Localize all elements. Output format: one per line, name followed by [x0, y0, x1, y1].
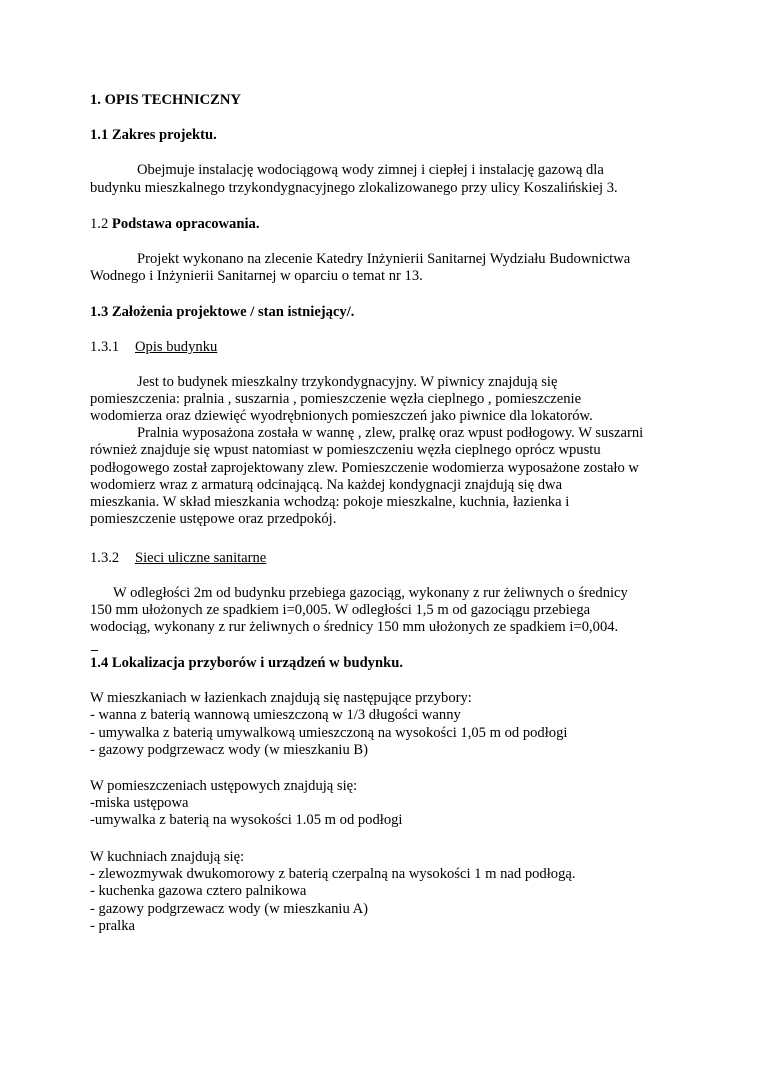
subsection-1-3-1-title: Opis budynku	[135, 339, 218, 355]
sanitary-networks-line: 150 mm ułożonych ze spadkiem i=0,005. W odległości 1,5 m od gazociągu przebiega	[90, 602, 591, 618]
building-description-line: pomieszczenie ustępowe oraz przedpokój.	[90, 511, 337, 527]
stray-mark	[91, 650, 98, 651]
section-1-1-title: 1.1 Zakres projektu.	[90, 127, 217, 143]
bathroom-fixtures-line: - wanna z baterią wannową umieszczoną w 1/3 długości wanny	[90, 707, 461, 723]
section-1-2-line: Wodnego i Inżynierii Sanitarnej w oparciu o temat nr 13.	[90, 268, 423, 284]
bathroom-fixtures-line: - gazowy podgrzewacz wody (w mieszkaniu B)	[90, 742, 368, 758]
kitchen-fixtures-line: W kuchniach znajdują się:	[90, 849, 245, 865]
toilet-fixtures-line: -miska ustępowa	[90, 795, 189, 811]
subsection-1-3-2-number: 1.3.2	[90, 550, 120, 566]
building-description-line: również znajduje się wpust natomiast w pomieszczeniu węzła cieplnego oprócz wpustu	[90, 442, 601, 458]
kitchen-fixtures-line: - zlewozmywak dwukomorowy z baterią czerpalną na wysokości 1 m nad podłogą.	[90, 866, 576, 882]
kitchen-fixtures-line: - gazowy podgrzewacz wody (w mieszkaniu A)	[90, 901, 368, 917]
kitchen-fixtures-line: - pralka	[90, 918, 135, 934]
section-1-4-title: 1.4 Lokalizacja przyborów i urządzeń w budynku.	[90, 655, 403, 671]
building-description-line: Jest to budynek mieszkalny trzykondygnacyjny. W piwnicy znajdują się	[137, 374, 558, 390]
subsection-1-3-1-number: 1.3.1	[90, 339, 120, 355]
section-1-1-line: Obejmuje instalację wodociągową wody zimnej i ciepłej i instalację gazową dla	[137, 162, 604, 178]
document-heading: 1. OPIS TECHNICZNY	[90, 92, 241, 108]
bathroom-fixtures-line: - umywalka z baterią umywalkową umieszczoną na wysokości 1,05 m od podłogi	[90, 725, 568, 741]
kitchen-fixtures-line: - kuchenka gazowa cztero palnikowa	[90, 883, 307, 899]
building-description-line: wodomierza oraz dziewięć wyodrębnionych pomieszczeń jako piwnice dla lokatorów.	[90, 408, 593, 424]
bathroom-fixtures-line: W mieszkaniach w łazienkach znajdują się następujące przybory:	[90, 690, 472, 706]
toilet-fixtures-line: W pomieszczeniach ustępowych znajdują się:	[90, 778, 358, 794]
section-1-2-number: 1.2	[90, 216, 109, 232]
building-description-line: podłogowego został zaprojektowany zlew. Pomieszczenie wodomierza wyposażone zostało w	[90, 460, 639, 476]
section-1-3-title: 1.3 Założenia projektowe / stan istniejący/.	[90, 304, 355, 320]
building-description-line: wodomierz wraz z armaturą odcinającą. Na każdej kondygnacji znajdują się dwa	[90, 477, 563, 493]
section-1-2-line: Projekt wykonano na zlecenie Katedry Inżynierii Sanitarnej Wydziału Budownictwa	[137, 251, 631, 267]
building-description-line: Pralnia wyposażona została w wannę , zlew, pralkę oraz wpust podłogowy. W suszarni	[137, 425, 644, 441]
sanitary-networks-line: wodociąg, wykonany z rur żeliwnych o średnicy 150 mm ułożonych ze spadkiem i=0,004.	[90, 619, 619, 635]
section-1-2-title-text: Podstawa opracowania.	[111, 216, 260, 232]
sanitary-networks-line: W odległości 2m od budynku przebiega gazociąg, wykonany z rur żeliwnych o średnicy	[113, 585, 628, 601]
building-description-line: pomieszczenia: pralnia , suszarnia , pomieszczenie węzła cieplnego , pomieszczenie	[90, 391, 582, 407]
section-1-1-line: budynku mieszkalnego trzykondygnacyjnego zlokalizowanego przy ulicy Koszalińskiej 3.	[90, 180, 618, 196]
subsection-1-3-2-title: Sieci uliczne sanitarne	[135, 550, 267, 566]
toilet-fixtures-line: -umywalka z baterią na wysokości 1.05 m od podłogi	[90, 812, 403, 828]
section-1-2-title	[90, 216, 259, 233]
building-description-line: mieszkania. W skład mieszkania wchodzą: pokoje mieszkalne, kuchnia, łazienka i	[90, 494, 570, 510]
